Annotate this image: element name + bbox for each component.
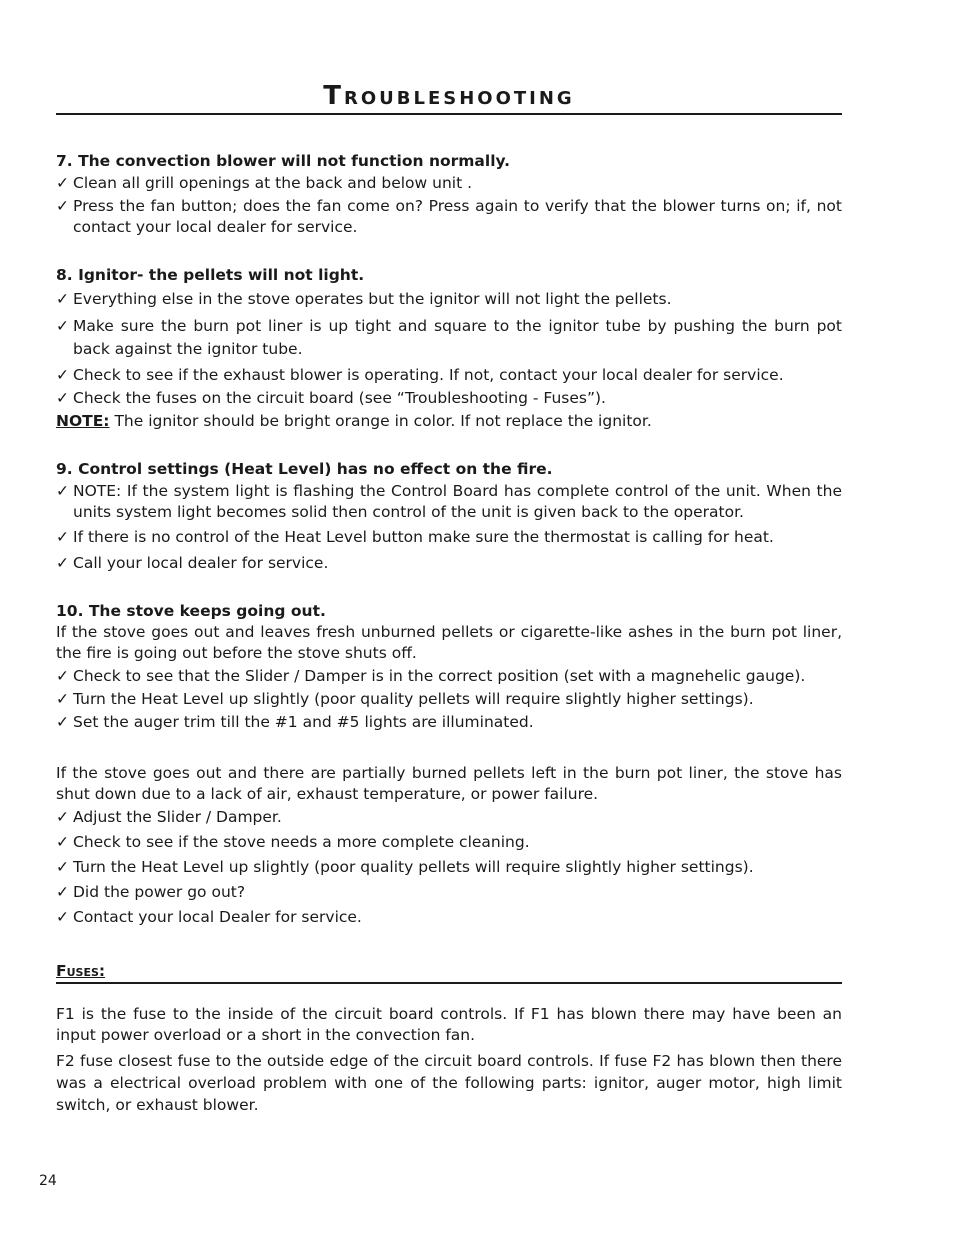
check-icon: ✓ [56,554,69,572]
checklist-item: ✓ If there is no control of the Heat Level button make sure the thermostat is calling for heat. [56,528,774,546]
checklist-item: ✓ Clean all grill openings at the back and below unit . [56,174,473,192]
section-fuses [56,960,842,1116]
check-icon: ✓ [56,713,69,731]
checklist-item: ✓ Turn the Heat Level up slightly (poor quality pellets will require slightly higher settings). [56,858,754,876]
section-heading: 7. The convection blower will not function normally. [56,152,511,170]
paragraph: If the stove goes out and there are partially burned pellets left in the burn pot liner, the stove has shut down due to a lack of air, exhaust temperature, or power failure. [56,764,842,803]
note-label: NOTE: [56,412,110,430]
check-icon: ✓ [56,690,69,708]
check-icon: ✓ [56,833,69,851]
checklist-item: ✓ NOTE: If the system light is flashing the Control Board has complete control of the unit. When the units system light becomes solid then control of the unit is given back to the operator. [56,482,842,521]
check-icon: ✓ [56,482,69,500]
check-icon: ✓ [56,667,69,685]
check-icon: ✓ [56,366,69,384]
section-control-settings [56,458,842,574]
checklist-item: ✓ Check to see if the exhaust blower is operating. If not, contact your local dealer for service. [56,366,784,384]
check-icon: ✓ [56,389,69,407]
document-body [56,150,842,1118]
section-ignitor [56,264,842,432]
note [56,411,842,432]
section-heading: 9. Control settings (Heat Level) has no effect on the fire. [56,460,553,478]
checklist-item: ✓ Check the fuses on the circuit board (see “Troubleshooting - Fuses”). [56,389,606,407]
section-heading: 8. Ignitor- the pellets will not light. [56,266,365,284]
check-icon: ✓ [56,174,69,192]
checklist-item: ✓ Did the power go out? [56,883,246,901]
checklist-item: ✓ Set the auger trim till the #1 and #5 lights are illuminated. [56,713,534,731]
section-stove-going-out [56,600,842,928]
paragraph: F2 fuse closest fuse to the outside edge of the circuit board controls. If fuse F2 has blown then there was a electrical overload problem with one of the following parts: ignitor, auger motor, high limit switch, or exhaust blower. [56,1052,842,1114]
checklist-item: ✓ Check to see if the stove needs a more complete cleaning. [56,833,530,851]
paragraph: If the stove goes out and leaves fresh unburned pellets or cigarette-like ashes in the burn pot liner, the fire is going out before the stove shuts off. [56,623,842,662]
check-icon: ✓ [56,858,69,876]
title-divider [56,113,842,115]
check-icon: ✓ [56,883,69,901]
checklist-item: ✓ Turn the Heat Level up slightly (poor quality pellets will require slightly higher settings). [56,690,754,708]
page-title: Troubleshooting [323,81,575,111]
section-heading: 10. The stove keeps going out. [56,602,326,620]
fuses-heading: Fuses: [56,960,842,984]
checklist-item: ✓ Press the fan button; does the fan come on? Press again to verify that the blower turns on; if, not contact your local dealer for service. [56,197,842,236]
checklist-item: ✓ Contact your local Dealer for service. [56,908,362,926]
checklist-item: ✓ Everything else in the stove operates but the ignitor will not light the pellets. [56,290,672,308]
checklist-item: ✓ Check to see that the Slider / Damper is in the correct position (set with a magnehelic gauge). [56,667,806,685]
check-icon: ✓ [56,808,69,826]
checklist-item: ✓ Make sure the burn pot liner is up tight and square to the ignitor tube by pushing the burn pot back against the ignitor tube. [56,317,842,358]
check-icon: ✓ [56,290,69,308]
checklist-item: ✓ Adjust the Slider / Damper. [56,808,282,826]
section-convection-blower [56,150,842,238]
check-icon: ✓ [56,908,69,926]
page-number: 24 [39,1173,57,1189]
checklist-item: ✓ Call your local dealer for service. [56,554,329,572]
note-text: The ignitor should be bright orange in color. If not replace the ignitor. [109,412,652,430]
paragraph: F1 is the fuse to the inside of the circuit board controls. If F1 has blown there may have been an input power overload or a short in the convection fan. [56,1005,842,1044]
check-icon: ✓ [56,528,69,546]
check-icon: ✓ [56,317,69,335]
check-icon: ✓ [56,197,69,215]
